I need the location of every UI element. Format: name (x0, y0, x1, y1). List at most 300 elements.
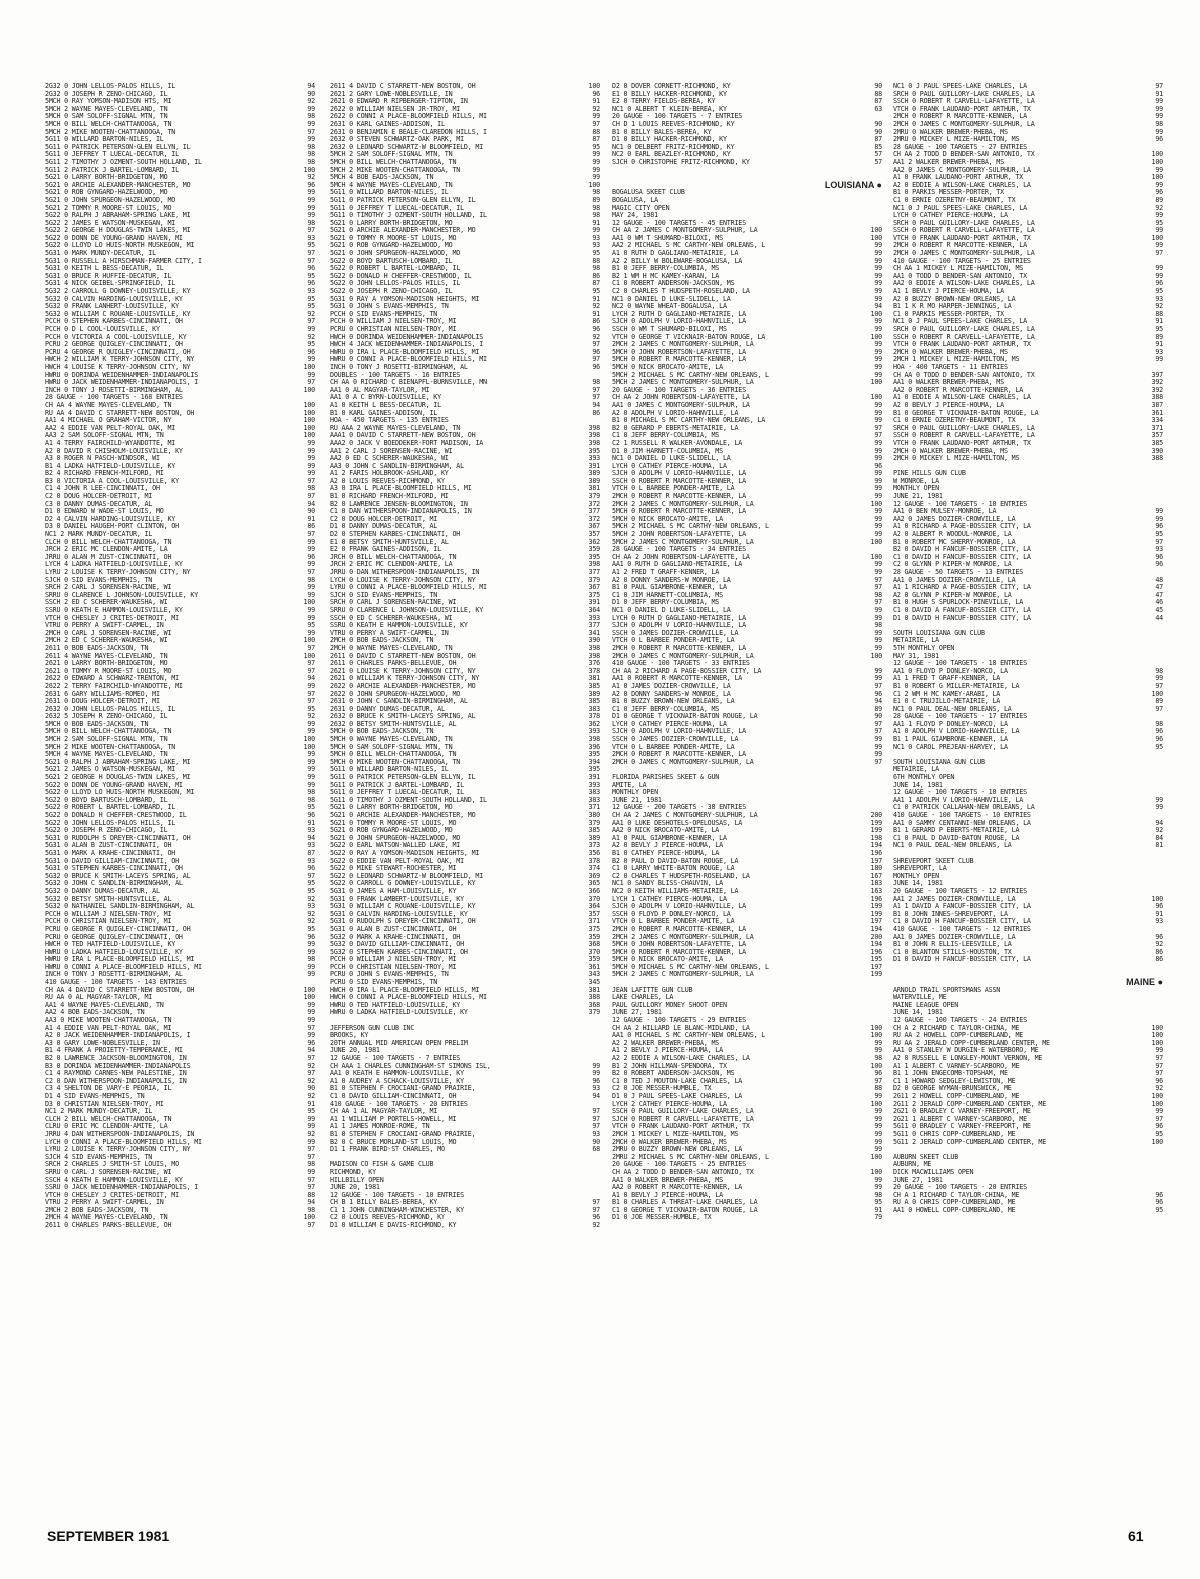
result-score: 91 (874, 1205, 882, 1214)
result-score: 92 (307, 97, 315, 106)
result-text: HWRU 0 IRA L PLACE-BLOOMFIELD HILLS, MI (330, 348, 480, 356)
result-row (893, 835, 1163, 843)
result-row (45, 1131, 315, 1139)
result-score: 92 (307, 1076, 315, 1085)
result-row (893, 151, 1163, 159)
result-score: 96 (1155, 735, 1163, 744)
result-row (330, 379, 600, 387)
result-row (893, 766, 1163, 774)
result-row (612, 372, 882, 380)
result-row (893, 182, 1163, 190)
result-score: 99 (874, 325, 882, 333)
result-row (45, 470, 315, 478)
result-row (330, 820, 600, 828)
result-text: D1 0 GEORGE T VICKNAIR-BATON ROUGE, LA (612, 713, 758, 721)
result-row (893, 121, 1163, 129)
result-row (612, 827, 882, 835)
result-row (45, 1161, 315, 1169)
result-text: 2621 0 TOMMY R MOORE-ST LOUIS, MO (45, 667, 172, 675)
result-text: 12 GAUGE - 200 TARGETS - 38 ENTRIES (612, 804, 746, 812)
result-row (330, 205, 600, 213)
result-score: 96 (1155, 552, 1163, 561)
result-score: 375 (588, 924, 600, 933)
result-text: METAIRIE, LA (893, 637, 939, 645)
result-score: 395 (588, 765, 600, 774)
result-text: PCCH 0 CHRISTIAN NIELSEN-TROY, MI (330, 963, 457, 971)
result-text (893, 964, 1135, 972)
result-score: 99 (307, 590, 315, 599)
result-row (893, 706, 1163, 714)
result-text: 5G32 0 DAVID GILLIAM-CINCINNATI, OH (330, 941, 464, 949)
result-text: D1 0 WILLIAM E DAVIS-RICHMOND, KY (330, 1222, 457, 1230)
result-row (612, 311, 882, 319)
result-score: 100 (1151, 1091, 1163, 1100)
result-text: C1 0 PARKIS MESSER-PORTER, TX (893, 310, 1004, 318)
result-row (893, 341, 1163, 349)
result-text: A2 2 EDDIE A WILSON-LAKE CHARLES, LA (612, 1055, 750, 1062)
result-row (330, 1040, 600, 1048)
result-text: RU AAA 2 WAYNE MAYES-CLEVELAND, TN (330, 424, 461, 432)
result-text: 5G31 0 RUDOLPH S DREYER-CINCINNATI, OH (330, 918, 476, 926)
result-text: 2MCH 0 ROBERT R MARCOTTE-KENNER, LA (893, 242, 1027, 250)
result-row (612, 379, 882, 387)
result-text: 2MRU 2 MICHAEL S MC CARTHY-NEW ORLEANS, L (612, 1153, 769, 1161)
result-row (330, 956, 600, 964)
result-row (330, 569, 600, 577)
result-text: VTCH 0 FRANK LAUDANO-PORT ARTHUR, TX (612, 1123, 750, 1131)
result-text: 5G21 0 ROB GYNGARD-HAZELWOOD, MO (45, 189, 168, 197)
result-row (612, 630, 882, 638)
result-row (612, 1078, 882, 1086)
result-text: LYCH 2 RUTH D GAGLIANO-METAIRIE, LA (612, 310, 746, 318)
result-score: 87 (874, 135, 882, 144)
result-score: 97 (874, 583, 882, 592)
result-score: 89 (1155, 332, 1163, 341)
result-row (330, 1214, 600, 1222)
result-text: C2 0 CHARLES T HUDSPETH-ROSELAND, LA (612, 872, 750, 880)
result-row (612, 197, 882, 205)
result-row (330, 1025, 600, 1033)
result-score: 99 (307, 560, 315, 569)
result-row (612, 1131, 882, 1139)
result-score: 99 (874, 256, 882, 265)
result-score: 95 (1155, 742, 1163, 751)
result-text: 2MRU 0 BUZZY BROWN-NEW ORLEANS, LA (612, 1146, 743, 1154)
result-text: D2 0 STEPHEN KARBES-CINCINNATI, OH (330, 531, 461, 539)
result-score: 99 (874, 469, 882, 478)
result-row (612, 516, 882, 524)
result-row (612, 1146, 882, 1154)
result-score (854, 197, 882, 205)
results-column-1 (45, 83, 315, 1230)
result-row (612, 227, 882, 235)
result-text: E1 0 BILLY HACKER-RICHMOND, KY (612, 90, 727, 98)
result-text: A1 1 DAVID A FANCUF-BOSSIER CITY, LA (893, 903, 1031, 911)
result-row (45, 736, 315, 744)
result-score: 100 (303, 423, 315, 432)
result-row (45, 227, 315, 235)
result-row (612, 850, 882, 858)
result-text: 28 GAUGE - 100 TARGETS - 27 ENTRIES (893, 143, 1027, 151)
result-row (893, 1085, 1163, 1093)
result-text: 5G31 0 DAVID GILLIAM-CINCINNATI, OH (45, 857, 179, 865)
result-row (330, 683, 600, 691)
result-text: HWRU 0 JACK WEIDENHAMMER-INDIANAPOLIS, I (45, 379, 199, 387)
result-row (612, 744, 882, 752)
result-score: 96 (592, 1213, 600, 1222)
result-score (572, 1154, 600, 1162)
result-score: 378 (588, 856, 600, 865)
result-text: 2G21 1 ALBERT C VARNEY-SCARBORO, ME (893, 1115, 1027, 1123)
result-row (612, 303, 882, 311)
result-row (893, 113, 1163, 121)
result-score: 383 (588, 795, 600, 804)
result-row (612, 577, 882, 585)
result-row (893, 167, 1163, 175)
result-score (1135, 622, 1163, 630)
result-score: 93 (1155, 917, 1163, 926)
result-text: 5G22 0 JOSEPH R ZENO-CHICAGO, IL (45, 827, 168, 835)
result-score: 99 (874, 1038, 882, 1047)
result-row (612, 235, 882, 243)
result-score: 99 (1155, 507, 1163, 516)
result-row (893, 774, 1163, 782)
footer-date: SEPTEMBER 1981 (47, 1528, 170, 1544)
result-row (612, 1161, 882, 1169)
result-row (612, 592, 882, 600)
result-text: JUNE 14, 1981 (893, 781, 943, 789)
state-header (893, 979, 1163, 987)
result-score: 99 (874, 454, 882, 463)
result-row (612, 918, 882, 926)
result-text: 2621 0 LOUISE K TERRY-JOHNSON CITY, NY (330, 667, 476, 675)
result-row (893, 1002, 1163, 1010)
result-row (612, 1108, 882, 1116)
result-row (612, 888, 882, 896)
result-row (330, 258, 600, 266)
result-score: 95 (874, 1198, 882, 1207)
result-row (893, 470, 1163, 478)
result-text: 2622 0 JOHN SPURGEON-HAZELWOOD, MO (330, 690, 461, 698)
result-text: 5MCH 0 BILL WELCH-CHATTANOOGA, TN (330, 751, 457, 759)
result-text: B3 0 DORINDA WEIDENHAMMER-INDIANAPOLIS (45, 1062, 191, 1070)
result-text: B2 4 RICHARD FRENCH-MILFORD, MI (45, 470, 164, 478)
result-text: SSCH 0 ROBERT R MARCOTTE-KENNER, LA (612, 477, 746, 485)
result-text: A3 0 GARY LOWE-NOBLESVILLE, IN (45, 1039, 160, 1047)
result-text: 2611 0 CHARLES PARKS-BELLEVUE, OH (330, 660, 457, 668)
result-row (893, 349, 1163, 357)
result-text: VTCH 0 CHESLEY J CRITES-DETROIT, MI (45, 614, 179, 622)
result-text: 5G21 0 JOHN SPURGEON-HAZELWOOD, MO (330, 834, 461, 842)
result-text: CH AA 2 JAMES C MONTGOMERY-SULPHUR, LA (612, 812, 758, 819)
result-score: 97 (307, 1069, 315, 1078)
result-score: 98 (307, 484, 315, 493)
result-row (330, 880, 600, 888)
result-text: A1 2 FARIS HOLBROOK-ASHLAND, KY (330, 470, 449, 478)
result-text: 410 GAUGE - 100 TARGETS - 25 ENTRIES (893, 257, 1031, 265)
result-row (45, 1063, 315, 1071)
result-row (330, 356, 600, 364)
result-score: 99 (874, 1114, 882, 1123)
result-row (893, 789, 1163, 797)
result-row (45, 683, 315, 691)
result-text: B1 0 ROBERT MC SHERRY-MONROE, LA (893, 538, 1016, 546)
result-score: 96 (1155, 932, 1163, 941)
result-text: 2611 4 WAYNE MAYES-CLEVELAND, TN (45, 652, 168, 660)
result-row (45, 1101, 315, 1109)
result-score: 98 (307, 795, 315, 804)
result-text: HWCH 0 CONNI A PLACE-BLOOMFIELD HILLS, MI (330, 994, 487, 1002)
result-text: AA1 0 STANLEY W DURGIN-E WATERBORO, ME (893, 1047, 1039, 1055)
result-score: 94 (307, 499, 315, 508)
result-row (612, 341, 882, 349)
result-score: 99 (307, 970, 315, 979)
result-row (612, 318, 882, 326)
result-text: CH AA 1 AL MAGYAR-TAYLOR, MI (330, 1108, 438, 1116)
result-score (1135, 865, 1163, 873)
result-score: 94 (307, 82, 315, 90)
result-text: LYCH 0 CATHEY PIERCE-HOUMA, LA (612, 720, 727, 728)
result-row (330, 296, 600, 304)
result-row (330, 265, 600, 273)
result-score: 100 (870, 378, 882, 387)
result-score: 394 (588, 757, 600, 766)
result-row (330, 812, 600, 820)
result-score: 98 (1155, 666, 1163, 675)
result-text: C1 0 JIM HARNETT-COLUMBIA, MS (612, 591, 723, 599)
result-score: 86 (592, 317, 600, 326)
result-text: NC1 0 ALBERT T KLEIN-BEREA, KY (612, 105, 727, 113)
result-row (612, 1025, 882, 1033)
result-row (893, 1169, 1163, 1177)
result-text: AA1 0 TODD D BENDER-SAN ANTONIO, TX (893, 272, 1027, 280)
result-score: 99 (874, 674, 882, 683)
result-score: 99 (307, 681, 315, 690)
result-score: 95 (1155, 1129, 1163, 1138)
result-row (45, 956, 315, 964)
result-text: A1 0 AUDREY A SCHACK-LOUISVILLE, KY (330, 1077, 464, 1085)
result-row (893, 896, 1163, 904)
result-score: 94 (1155, 818, 1163, 827)
result-score: 99 (307, 1031, 315, 1040)
result-row (330, 1146, 600, 1154)
result-score: 99 (874, 628, 882, 637)
result-score: 99 (307, 104, 315, 113)
result-row (330, 668, 600, 676)
result-row (893, 1139, 1163, 1147)
result-row (330, 189, 600, 197)
result-score: 97 (307, 1023, 315, 1032)
result-score: 99 (874, 264, 882, 273)
result-row (612, 713, 882, 721)
result-text: D1 0 JEFF BERRY-COLUMBIA, MS (612, 599, 720, 607)
result-text (893, 971, 1135, 979)
result-row (45, 387, 315, 395)
result-score: 398 (588, 560, 600, 569)
result-text: 5G11 0 PATRICK PETERSON-GLEN ELLYN, IL (45, 143, 191, 151)
result-text: 5G11 0 WILLARD BARTON-NILES, IL (45, 136, 164, 144)
result-text: A1 2 FRED T GRAFF-KENNER, LA (612, 569, 720, 576)
result-text: A1 1 FRED T GRAFF-KENNER, LA (893, 675, 1001, 683)
result-row (893, 1123, 1163, 1131)
result-score: 95 (307, 879, 315, 888)
result-score: 385 (588, 697, 600, 706)
result-text: MONTHLY OPEN (612, 789, 658, 797)
result-score: 92 (592, 332, 600, 341)
result-text: 2622 0 ARCHIE ALEXANDER-MANCHESTER, MO (330, 682, 476, 690)
result-row (893, 136, 1163, 144)
result-text: SSRU 0 KEATH E HAMMON-LOUISVILLE, KY (330, 622, 468, 630)
result-score: 398 (588, 735, 600, 744)
result-text: JEFFERSON GUN CLUB INC (330, 1024, 415, 1032)
result-text: 2611 0 CHARLES PARKS-BELLEVUE, OH (45, 1222, 172, 1230)
result-row (45, 569, 315, 577)
result-text: 2631 0 JOHN C SANDLIN-BIRMINGHAM, AL (330, 698, 468, 706)
result-score: 97 (307, 530, 315, 539)
result-text: 5MCH 0 ROBERT R MARCOTTE-KENNER, LA (612, 948, 746, 956)
result-score: 88 (1155, 309, 1163, 318)
result-score: 99 (307, 119, 315, 128)
result-text: 5MCH 2 JOHN ROBERTSON-LAFAYETTE, LA (612, 531, 746, 539)
result-text: 5G22 0 ROBERT L BARTEL-LOMBARD, IL (45, 804, 176, 812)
result-row (330, 212, 600, 220)
result-row (45, 98, 315, 106)
result-row (612, 485, 882, 493)
result-score: 100 (303, 408, 315, 417)
result-row (893, 273, 1163, 281)
result-score: 95 (307, 621, 315, 630)
result-score: 397 (1151, 370, 1163, 379)
result-text: B1 2 JOHN HILLMAN-SPENDORA, TX (612, 1062, 727, 1070)
result-row (893, 744, 1163, 752)
result-score: 391 (588, 461, 600, 470)
result-row (612, 797, 882, 805)
result-score: 391 (588, 598, 600, 607)
result-score: 380 (588, 811, 600, 819)
result-text: CLCH 2 BILL WELCH-CHATTANOOGA, TN (45, 1115, 172, 1123)
result-row (612, 1116, 882, 1124)
result-row (612, 1047, 882, 1055)
result-row (612, 455, 882, 463)
result-score: 97 (592, 385, 600, 394)
result-score: 92 (307, 894, 315, 903)
result-row (330, 622, 600, 630)
result-row (45, 964, 315, 972)
result-text: 5MCH 0 ROBERT R MARCOTTE-KENNER, LA (612, 356, 746, 364)
result-score: 91 (307, 514, 315, 523)
result-score: 99 (592, 157, 600, 166)
result-row (893, 660, 1163, 668)
result-score: 100 (303, 651, 315, 660)
result-score: 365 (588, 879, 600, 888)
result-row (330, 934, 600, 942)
result-score: 388 (1151, 393, 1163, 402)
result-text: 2611 0 BOB EADS-JACKSON, TN (45, 644, 149, 652)
result-row (330, 318, 600, 326)
result-row (893, 918, 1163, 926)
result-text: NC1 0 J PAUL SPEES-LAKE CHARLES, LA (893, 83, 1027, 90)
result-text: B1 0 STEPHEN F CROCIANI-GRAND PRAIRIE, (330, 1130, 476, 1138)
result-text: PCCH 0 SID EVANS-MEMPHIS, TN (330, 310, 438, 318)
result-score: 96 (1155, 1198, 1163, 1207)
result-row (330, 508, 600, 516)
result-row (893, 592, 1163, 600)
result-row (612, 1085, 882, 1093)
result-text: 5MCH 2 MICHAEL S MC CARTHY-NEW ORLEANS, L (612, 371, 769, 379)
result-text: 5G32 0 NATHANIEL SANDLIN-BIRMINGHAM, AL (45, 903, 195, 911)
result-score: 97 (307, 476, 315, 485)
result-score: 96 (307, 279, 315, 288)
result-row (45, 599, 315, 607)
result-row (330, 1123, 600, 1131)
result-score: 100 (303, 165, 315, 174)
result-score: 199 (870, 909, 882, 918)
result-row (893, 1078, 1163, 1086)
result-score: 99 (874, 1145, 882, 1154)
result-text: A1 0 EDDIE A WILSON-LAKE CHARLES, LA (893, 394, 1031, 402)
result-text: 5G21 0 ARCHIE ALEXANDER-MANCHESTER, MO (330, 227, 476, 235)
result-text: D1 0 DAVID H FANCUF-BOSSIER CITY, LA (893, 614, 1031, 622)
result-text: HILLBILLY OPEN (330, 1176, 384, 1184)
result-text: SSCH 0 ED C SCHERER-WAUKESHA, WI (330, 614, 453, 622)
result-row (330, 1161, 600, 1169)
result-text: 5MCH 0 MIKE WOOTEN-CHATTANOOGA, TN (330, 758, 461, 766)
result-text: 5MCH 0 JOHN ROBERTSON-LAFAYETTE, LA (612, 348, 746, 356)
result-row (612, 159, 882, 167)
result-row (45, 242, 315, 250)
result-row (893, 668, 1163, 676)
result-row (612, 539, 882, 547)
result-score: 97 (307, 1145, 315, 1154)
result-row (893, 804, 1163, 812)
result-score (572, 1040, 600, 1048)
result-score: 99 (307, 195, 315, 204)
result-row (45, 637, 315, 645)
result-row (612, 136, 882, 144)
result-score: 99 (874, 560, 882, 569)
result-score: 99 (874, 568, 882, 576)
result-score: 372 (588, 499, 600, 508)
result-text: AA2 0 ROBERT R MARCOTTE-KENNER, LA (612, 1184, 743, 1192)
result-score: 393 (588, 613, 600, 622)
result-score: 99 (874, 1091, 882, 1100)
result-score: 99 (874, 507, 882, 516)
result-text: HWCH 0 TED HATFIELD-LOUISVILLE, KY (45, 941, 176, 949)
result-score: 99 (874, 416, 882, 425)
result-score: 95 (307, 1107, 315, 1116)
result-row (45, 463, 315, 471)
result-text: 2MCH 2 BOB EADS-JACKSON, TN (45, 1206, 149, 1214)
result-text: 28 GAUGE - 100 TARGETS - 168 ENTRIES (45, 394, 183, 402)
result-row (45, 1040, 315, 1048)
result-row (612, 98, 882, 106)
result-row (612, 1154, 882, 1162)
result-row (45, 865, 315, 873)
result-score: 86 (307, 522, 315, 531)
result-text: B1 0 STEPHEN F CROCIANI-GRAND PRAIRIE, (330, 1085, 476, 1093)
result-row (893, 637, 1163, 645)
result-row (893, 98, 1163, 106)
result-score: 97 (1155, 82, 1163, 90)
result-text: A2 0 DONNY SANDERS-W MONROE, LA (612, 690, 731, 698)
result-score: 90 (874, 127, 882, 136)
result-text: NC1 0 DANIEL D LUKE-SLIDELL, LA (612, 295, 731, 303)
result-row (893, 1116, 1163, 1124)
result-text: BOGALUSA, LA (612, 196, 658, 204)
result-row (612, 721, 882, 729)
result-row (893, 189, 1163, 197)
result-text: 2MCH 0 BOB EADS-JACKSON, TN (330, 637, 434, 645)
